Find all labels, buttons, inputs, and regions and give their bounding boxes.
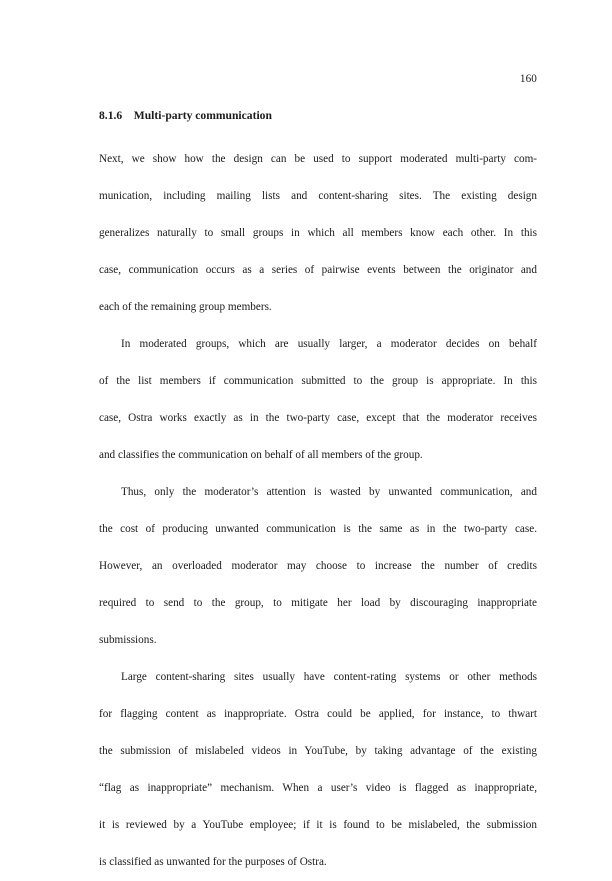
text-line: for flagging content as inappropriate. Ostra could be applied, for instance, to thwart <box>99 708 537 720</box>
text-line: each of the remaining group members. <box>99 301 272 313</box>
text-line: submissions. <box>99 634 157 646</box>
text-line: generalizes naturally to small groups in which all members know each other. In this <box>99 227 537 239</box>
page-number: 160 <box>519 73 537 85</box>
text-line: case, Ostra works exactly as in the two-party case, except that the moderator receives <box>99 412 537 424</box>
text-line: the submission of mislabeled videos in YouTube, by taking advantage of the existing <box>99 745 537 757</box>
paragraph <box>99 474 537 659</box>
text-line: Large content-sharing sites usually have content-rating systems or other methods <box>121 671 537 683</box>
text-line: However, an overloaded moderator may choose to increase the number of credits <box>99 560 537 572</box>
text-line: Thus, only the moderator’s attention is wasted by unwanted communication, and <box>121 486 537 498</box>
text-line: and classifies the communication on behalf of all members of the group. <box>99 449 423 461</box>
text-line: of the list members if communication submitted to the group is appropriate. In this <box>99 375 537 387</box>
paragraph <box>99 141 537 326</box>
text-line: “flag as inappropriate” mechanism. When a user’s video is flagged as inappropriate, <box>99 782 537 794</box>
text-line: In moderated groups, which are usually larger, a moderator decides on behalf <box>121 338 537 350</box>
text-line: required to send to the group, to mitigate her load by discouraging inappropriate <box>99 597 537 609</box>
section-heading: 8.1.6 Multi-party communication <box>99 109 272 122</box>
text-line: munication, including mailing lists and content-sharing sites. The existing design <box>99 190 537 202</box>
text-line: Next, we show how the design can be used to support moderated multi-party com- <box>99 153 537 165</box>
paragraph <box>99 326 537 474</box>
body-text <box>99 141 537 881</box>
text-line: it is reviewed by a YouTube employee; if it is found to be mislabeled, the submission <box>99 819 537 831</box>
text-line: case, communication occurs as a series of pairwise events between the originator and <box>99 264 537 276</box>
paragraph <box>99 659 537 881</box>
text-line: is classified as unwanted for the purposes of Ostra. <box>99 856 327 868</box>
text-line: the cost of producing unwanted communication is the same as in the two-party case. <box>99 523 537 535</box>
